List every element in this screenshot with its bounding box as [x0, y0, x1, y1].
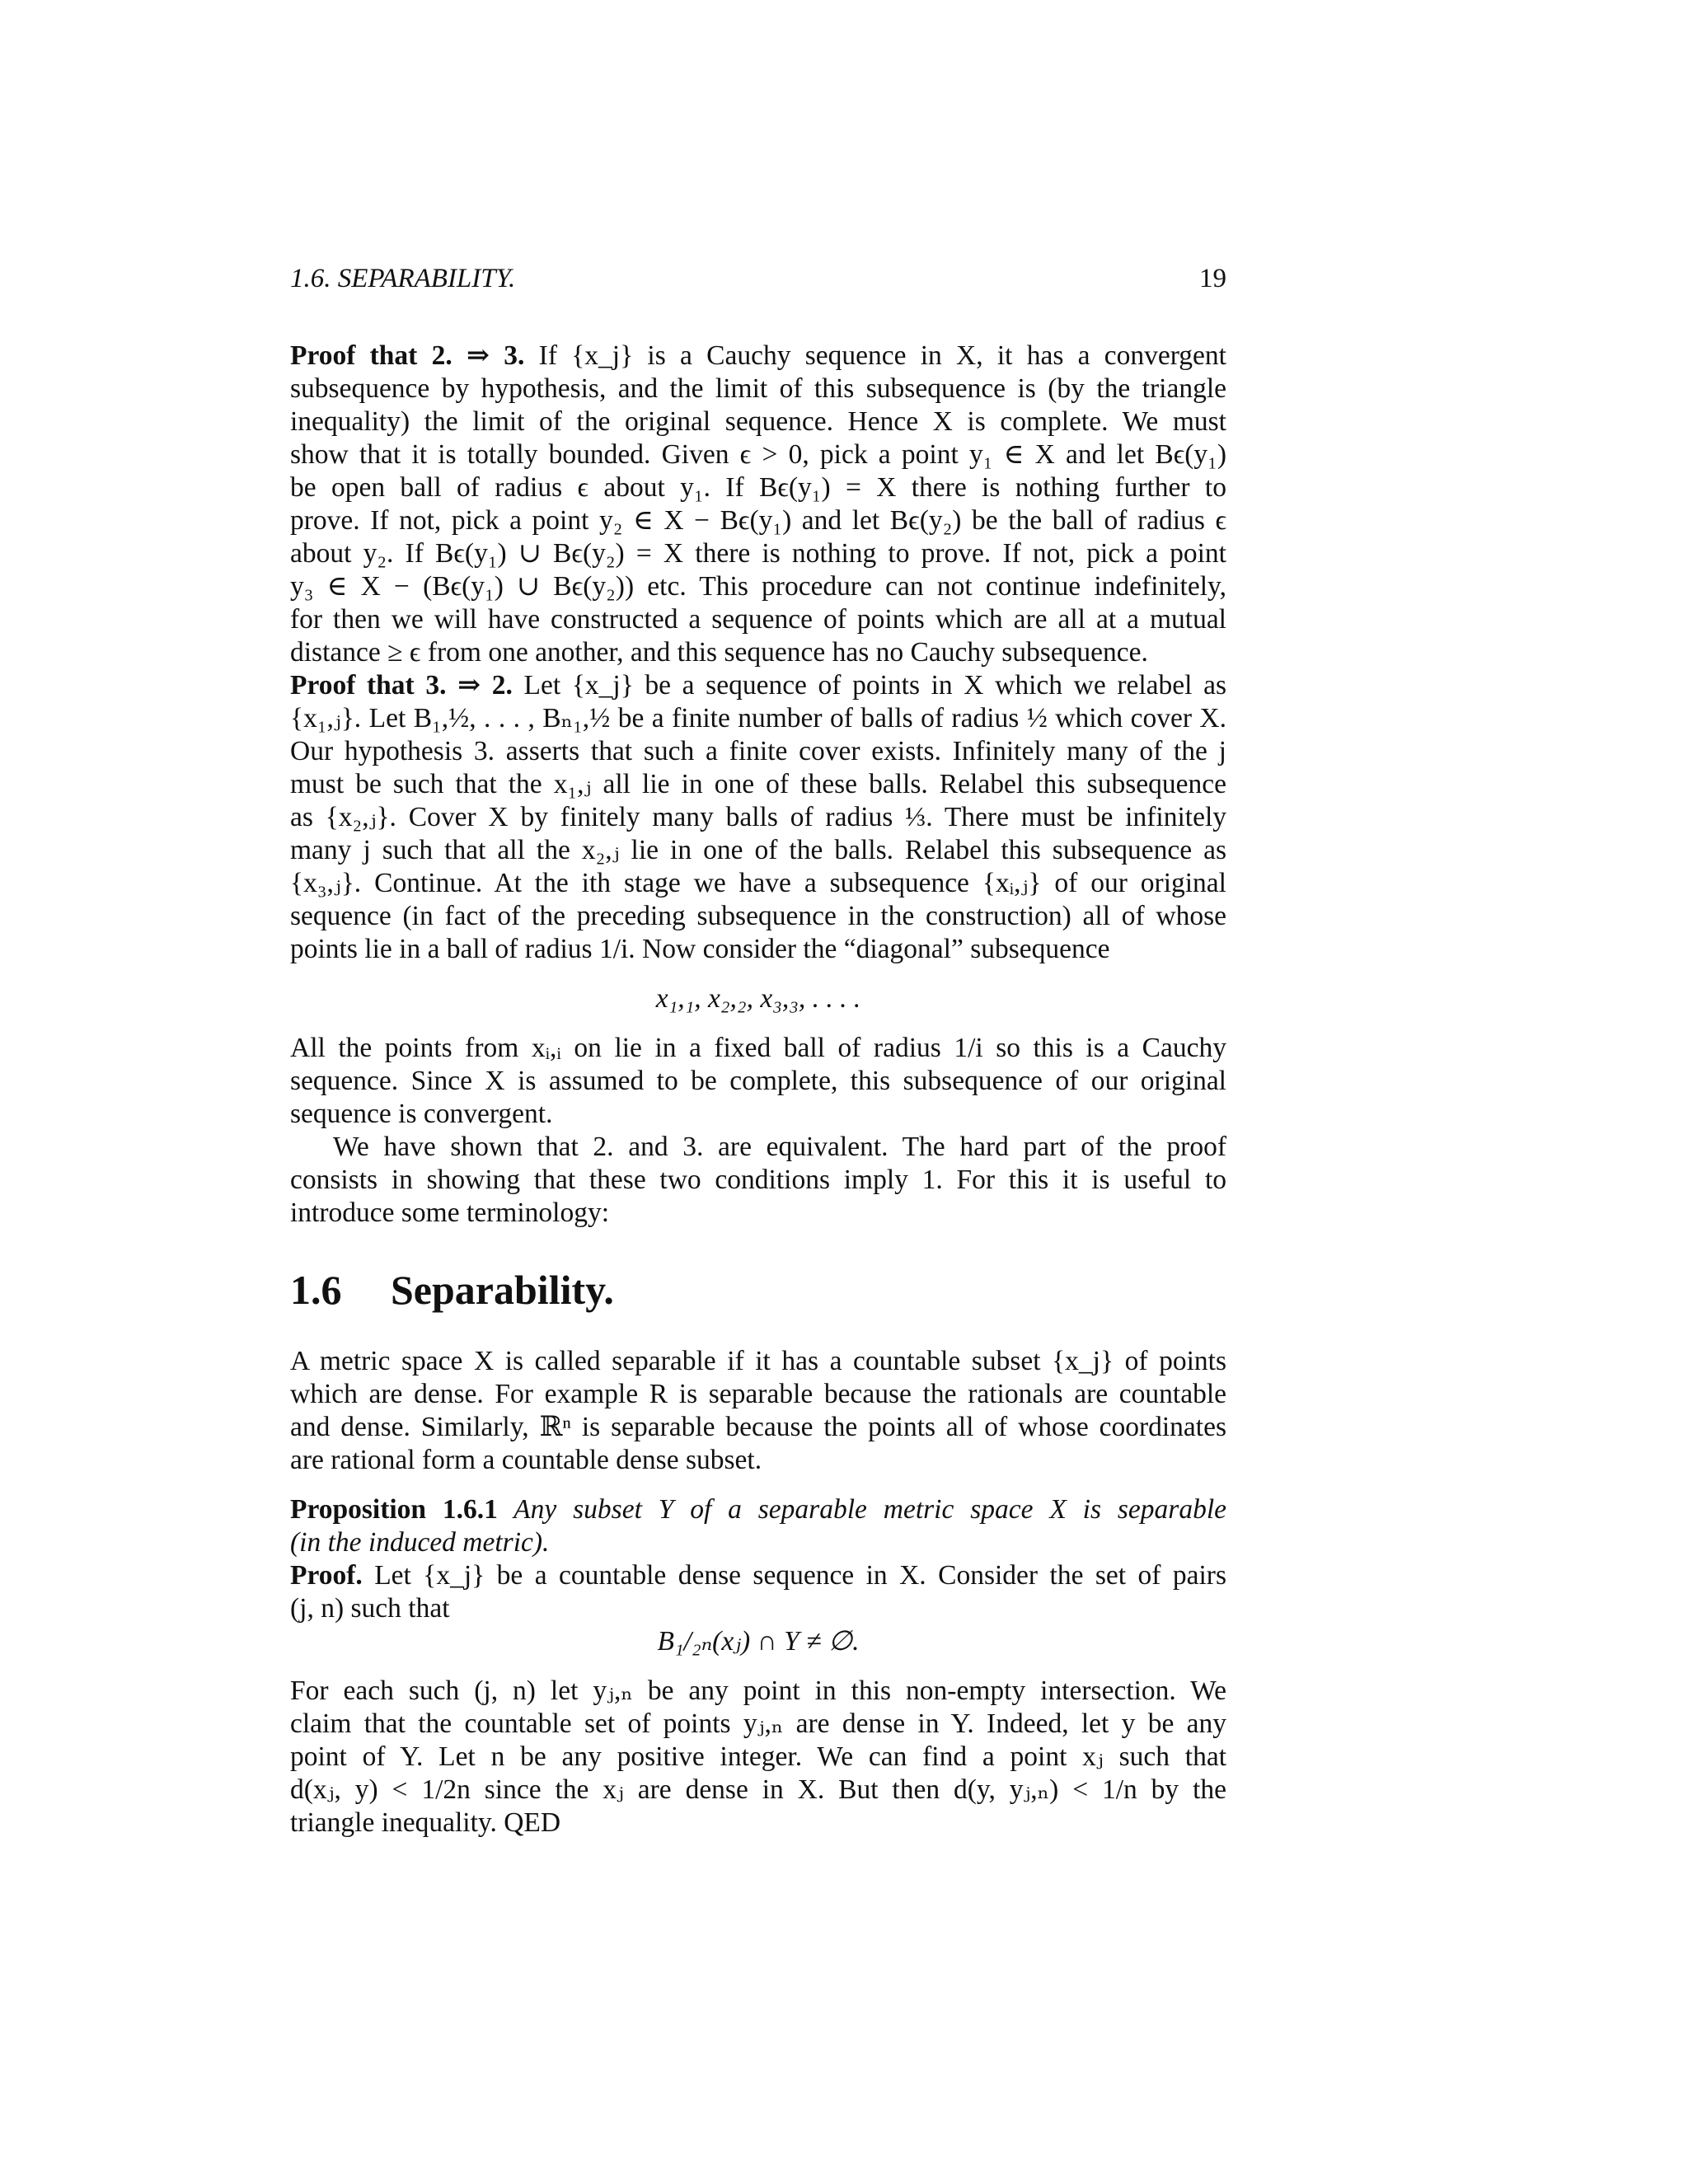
text-line: which are dense. For example R is separable because the rationals are countable: [290, 1379, 1226, 1409]
text-line: introduce some terminology:: [290, 1197, 610, 1228]
text-line: [290, 669, 1226, 702]
text-line: many j such that all the x₂,ⱼ lie in one of the balls. Relabel this subsequence as: [290, 835, 1226, 865]
line-text: Let {x_j} be a sequence of points in X which we relabel as: [512, 670, 1226, 701]
text-line: point of Y. Let n be any positive integer. We can find a point xⱼ such that: [290, 1741, 1226, 1772]
text-line: [290, 1493, 1226, 1526]
text-line: points lie in a ball of radius 1/i. Now consider the “diagonal” subsequence: [290, 934, 1110, 964]
text-line: subsequence by hypothesis, and the limit of this subsequence is (by the triangle: [290, 373, 1226, 404]
text-line: are rational form a countable dense subset.: [290, 1445, 762, 1475]
separable-definition-paragraph: [290, 1345, 1226, 1477]
running-header-title: 1.6. SEPARABILITY.: [290, 264, 516, 293]
text-line: [290, 340, 1226, 373]
text-line: as {x₂,ⱼ}. Cover X by finitely many balls of radius ⅓. There must be infinitely: [290, 802, 1226, 832]
proof-3-implies-2: [290, 669, 1226, 966]
text-line: and dense. Similarly, ℝⁿ is separable because the points all of whose coordinates: [290, 1412, 1226, 1442]
text-line: We have shown that 2. and 3. are equivalent. The hard part of the proof: [333, 1132, 1226, 1162]
cauchy-conclusion-paragraph: [290, 1032, 1226, 1131]
equivalence-paragraph: [290, 1131, 1226, 1230]
text-line: Our hypothesis 3. asserts that such a finite cover exists. Infinitely many of the j: [290, 736, 1226, 766]
text-line: inequality) the limit of the original sequence. Hence X is complete. We must: [290, 406, 1226, 437]
proof-separable-subset: [290, 1559, 1226, 1625]
text-line: y₃ ∈ X − (Bϵ(y₁) ∪ Bϵ(y₂)) etc. This procedure can not continue indefinitely,: [290, 571, 1226, 602]
text-line: prove. If not, pick a point y₂ ∈ X − Bϵ(y₁) and let Bϵ(y₂) be the ball of radius ϵ: [290, 505, 1226, 536]
text-line: show that it is totally bounded. Given ϵ > 0, pick a point y₁ ∈ X and let Bϵ(y₁): [290, 439, 1226, 470]
text-line: for then we will have constructed a sequence of points which are all at a mutual: [290, 604, 1226, 635]
running-header: [290, 262, 1226, 295]
proof-heading: Proof that 2. ⇒ 3.: [290, 340, 525, 371]
text-line: For each such (j, n) let yⱼ,ₙ be any point in this non-empty intersection. We: [290, 1675, 1226, 1706]
proof-2-implies-3: [290, 340, 1226, 669]
line-text: If {x_j} is a Cauchy sequence in X, it has a convergent: [524, 340, 1226, 371]
text-line: {x₁,ⱼ}. Let B₁,½, . . . , Bₙ₁,½ be a finite number of balls of radius ½ which cover X.: [290, 703, 1226, 733]
text-line: All the points from xᵢ,ᵢ on lie in a fixed ball of radius 1/i so this is a Cauchy: [290, 1033, 1226, 1063]
text-line: [290, 1559, 1226, 1592]
line-text: Let {x_j} be a countable dense sequence in X. Consider the set of pairs: [362, 1560, 1226, 1591]
text-line: about y₂. If Bϵ(y₁) ∪ Bϵ(y₂) = X there is nothing to prove. If not, pick a point: [290, 538, 1226, 569]
section-number: 1.6: [290, 1267, 342, 1313]
line-text: Any subset Y of a separable metric space X is separable: [497, 1494, 1226, 1525]
proof-heading: Proof.: [290, 1560, 363, 1591]
proof-heading: Proof that 3. ⇒ 2.: [290, 670, 513, 701]
text-line: sequence is convergent.: [290, 1099, 553, 1129]
proof-continuation-paragraph: [290, 1675, 1226, 1840]
section-heading: [290, 1265, 614, 1315]
text-line: sequence (in fact of the preceding subsequence in the construction) all of whose: [290, 901, 1226, 931]
page-number: 19: [1199, 264, 1226, 293]
proposition-label: Proposition 1.6.1: [290, 1494, 498, 1525]
diagonal-subsequence-formula: x₁,₁, x₂,₂, x₃,₃, . . . .: [655, 983, 861, 1014]
text-line: sequence. Since X is assumed to be complete, this subsequence of our original: [290, 1066, 1226, 1096]
text-line: claim that the countable set of points yⱼ,ₙ are dense in Y. Indeed, let y be any: [290, 1708, 1226, 1739]
text-line: must be such that the x₁,ⱼ all lie in one of these balls. Relabel this subsequence: [290, 769, 1226, 799]
text-line: {x₃,ⱼ}. Continue. At the ith stage we have a subsequence {xᵢ,ⱼ} of our original: [290, 868, 1226, 898]
text-line: distance ≥ ϵ from one another, and this sequence has no Cauchy subsequence.: [290, 637, 1148, 668]
text-line: triangle inequality. QED: [290, 1807, 561, 1838]
text-line: (j, n) such that: [290, 1593, 450, 1624]
text-line: be open ball of radius ϵ about y₁. If Bϵ(y₁) = X there is nothing further to: [290, 472, 1226, 503]
section-title: Separability.: [391, 1267, 614, 1313]
ball-intersection-formula: B₁/₂ₙ(xⱼ) ∩ Y ≠ ∅.: [657, 1626, 860, 1657]
text-line: d(xⱼ, y) < 1/2n since the xⱼ are dense in X. But then d(y, yⱼ,ₙ) < 1/n by the: [290, 1774, 1226, 1805]
text-line: A metric space X is called separable if it has a countable subset {x_j} of points: [290, 1346, 1226, 1376]
proposition-1-6-1: [290, 1493, 1226, 1559]
text-line: (in the induced metric).: [290, 1527, 550, 1558]
text-line: consists in showing that these two conditions imply 1. For this it is useful to: [290, 1165, 1226, 1195]
